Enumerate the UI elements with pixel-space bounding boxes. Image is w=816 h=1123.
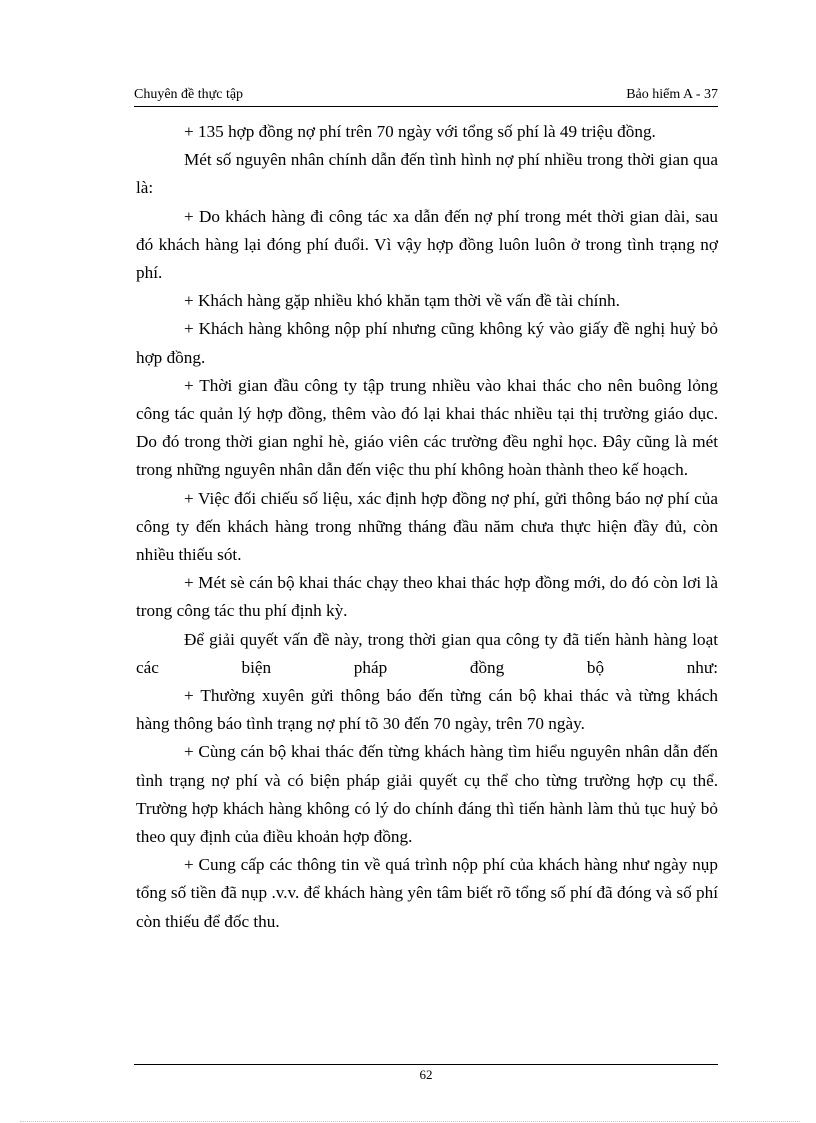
- page-bottom-dotted-edge: [20, 1121, 800, 1122]
- paragraph: + Mét sè cán bộ khai thác chạy theo khai thác hợp đồng mới, do đó còn lơi là trong công tác thu phí định kỳ.: [136, 573, 718, 621]
- paragraph: + Cung cấp các thông tin về quá trình nộp phí của khách hàng như ngày nụp tổng số tiền đã nụp .v.v. để khách hàng yên tâm biết rõ tổng số phí đã đóng và số phí còn thiếu để đốc thu.: [136, 855, 718, 931]
- document-body: [136, 118, 718, 936]
- header-right-title: Bảo hiểm A - 37: [626, 87, 718, 102]
- paragraph: + Khách hàng không nộp phí nhưng cũng không ký vào giấy đề nghị huỷ bỏ hợp đồng.: [136, 319, 718, 367]
- paragraph: + Do khách hàng đi công tác xa dẫn đến nợ phí trong mét thời gian dài, sau đó khách hàng lại đóng phí đuổi. Vì vậy hợp đồng luôn luôn ở trong tình trạng nợ phí.: [136, 206, 718, 283]
- paragraph: + Việc đối chiếu số liệu, xác định hợp đồng nợ phí, gửi thông báo nợ phí của công ty đến khách hàng trong những tháng đầu năm chưa thực hiện đầy đủ, còn nhiều thiếu sót.: [136, 488, 718, 565]
- page-number: 62: [419, 1067, 433, 1082]
- paragraph: Để giải quyết vấn đề này, trong thời gian qua công ty đã tiến hành hàng loạt các biện pháp đồng bộ như:: [136, 629, 718, 677]
- header-left-title: Chuyên đề thực tập: [134, 87, 244, 102]
- paragraph: + Cùng cán bộ khai thác đến từng khách hàng tìm hiểu nguyên nhân dẫn đến tình trạng nợ phí và có biện pháp giải quyết cụ thể cho từng trường hợp cụ thể. Trường hợp khách hàng không có lý do chính đáng thì tiến hành làm thủ tục huỷ bỏ theo quy định của điều khoản hợp đồng.: [136, 742, 718, 847]
- footer-divider: [134, 1064, 718, 1065]
- paragraph: Mét số nguyên nhân chính dẫn đến tình hình nợ phí nhiều trong thời gian qua là:: [136, 150, 718, 198]
- paragraph: + Thời gian đầu công ty tập trung nhiều vào khai thác cho nên buông lỏng công tác quản lý hợp đồng, thêm vào đó lại khai thác nhiều tại thị trường giáo dục. Do đó trong thời gian nghỉ hè, giáo viên các trường đều nghỉ học. Đây cũng là mét trong những nguyên nhân dẫn đến việc thu phí không hoàn thành theo kế hoạch.: [136, 375, 718, 480]
- page-header: [134, 86, 718, 107]
- paragraph: + 135 hợp đồng nợ phí trên 70 ngày với tổng số phí là 49 triệu đồng.: [184, 122, 656, 141]
- paragraph: + Thường xuyên gửi thông báo đến từng cán bộ khai thác và từng khách hàng thông báo tình trạng nợ phí tõ 30 đến 70 ngày, trên 70 ngày.: [136, 686, 718, 734]
- paragraph: + Khách hàng gặp nhiều khó khăn tạm thời về vấn đề tài chính.: [184, 291, 620, 311]
